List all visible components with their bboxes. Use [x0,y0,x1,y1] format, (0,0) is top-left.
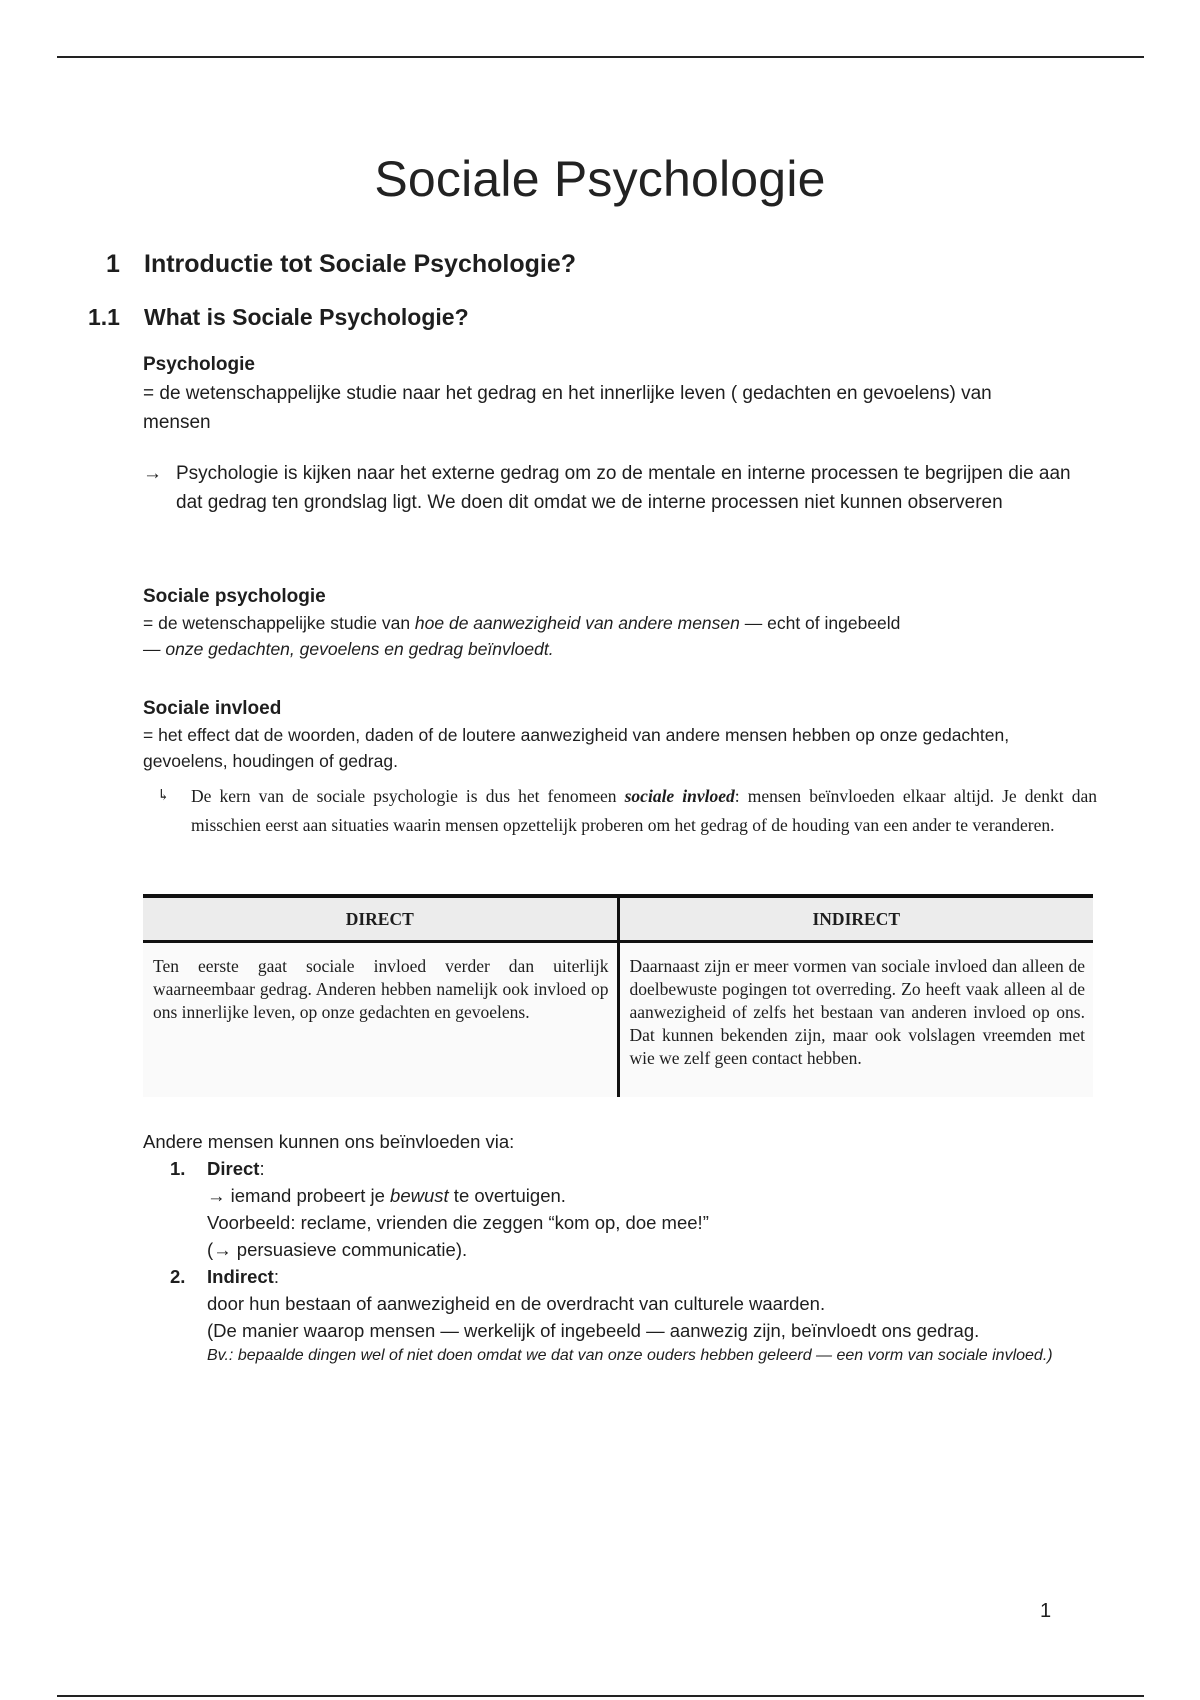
page-number: 1 [1040,1600,1052,1622]
line-1-start: → iemand probeert je [207,1185,391,1206]
list-intro: Andere mensen kunnen ons beïnvloeden via: [143,1131,515,1152]
psychologie-note-text: Psychologie is kijken naar het externe gedrag om zo de mentale en interne processen te begrijpen die aan dat gedrag ten grondslag ligt. We doen dit omdat we de interne processen niet kunnen observeren [176,463,1071,513]
kern-bold: sociale invloed [624,786,735,806]
list-item-1-line-2: Voorbeeld: reclame, vrienden die zeggen “kom op, doe mee!” [207,1212,709,1233]
list-item-2-line-1: door hun bestaan of aanwezigheid en de overdracht van culturele waarden. [207,1293,826,1314]
sociale-invloed-section [143,696,1063,774]
list-item-1-line-1 [207,1182,1103,1209]
sociale-psychologie-section [143,584,1103,662]
list-item-1-title: Direct [207,1158,260,1179]
header-indirect: INDIRECT [618,896,1093,942]
heading-1-1 [88,304,469,331]
sociale-psychologie-definition [143,610,1103,662]
psychologie-note [143,459,1096,517]
top-rule [57,56,1144,58]
sociale-psychologie-label: Sociale psychologie [143,586,326,607]
kern-paragraph [157,782,1097,840]
arrow-icon: → [143,463,162,484]
list-item-1-line-3: (→ persuasieve communicatie). [207,1239,468,1260]
psychologie-definition: = de wetenschappelijke studie naar het gedrag en het innerlijke leven ( gedachten en gevoelens) van mensen [143,383,992,433]
hook-arrow-icon: ↳ [157,788,170,804]
list-item-2-colon: : [273,1266,279,1287]
list-item-2-note: Bv.: bepaalde dingen wel of niet doen omdat we dat van onze ouders hebben geleerd — een vorm van sociale invloed.) [207,1347,1053,1364]
list-item-2-number: 2. [170,1266,186,1287]
cell-indirect: Daarnaast zijn er meer vormen van sociale invloed dan alleen de doelbewuste pogingen tot overreding. Zo heeft vaak alleen al de aanwezigheid of zelfs het bestaan van anderen invloed op ons. Dat kunnen bekenden zijn, maar ook volslagen vreemden met wie we zelf geen contact hebben. [618,942,1093,1098]
sociale-invloed-definition: = het effect dat de woorden, daden of de loutere aanwezigheid van andere mensen hebben op onze gedachten, gevoelens, houdingen of gedrag. [143,725,1010,771]
list-item-direct [143,1155,1103,1263]
page-title: Sociale Psychologie [374,151,826,207]
psychologie-section [143,350,1103,517]
line-1-italic: bewust [390,1185,449,1206]
list-item-1-colon: : [259,1158,265,1179]
kern-text [191,782,1097,840]
definition-italic-2: — onze gedachten, gevoelens en gedrag beïnvloedt. [143,639,554,659]
cell-direct: Ten eerste gaat sociale invloed verder dan uiterlijk waarneembaar gedrag. Anderen hebben namelijk ook invloed op ons innerlijke leven, op onze gedachten en gevoelens. [143,942,618,1098]
definition-start: = de wetenschappelijke studie van [143,613,415,633]
kern-start: De kern van de sociale psychologie is dus het fenomeen [191,786,625,806]
definition-middle: — echt of ingebeeld [739,613,901,633]
heading-1-number: 1 [106,250,120,278]
list-item-1-number: 1. [170,1158,186,1179]
psychologie-label: Psychologie [143,354,255,375]
list-item-2-title: Indirect [207,1266,274,1287]
heading-1-text: Introductie tot Sociale Psychologie? [144,250,577,278]
list-item-indirect [143,1263,1103,1368]
list-item-2-line-2: (De manier waarop mensen — werkelijk of ingebeeld — aanwezig zijn, beïnvloedt ons gedrag. [207,1320,980,1341]
direct-indirect-table [143,894,1093,1097]
line-1-end: te overtuigen. [448,1185,566,1206]
kern-end: : mensen beïnvloeden elkaar altijd. Je denkt dan misschien eerst aan situaties waarin mensen opzettelijk proberen om het gedrag of de houding van een ander te veranderen. [191,786,1098,835]
header-direct: DIRECT [143,896,618,942]
heading-1 [106,250,576,279]
heading-1-1-text: What is Sociale Psychologie? [144,304,469,330]
definition-italic-1: hoe de aanwezigheid van andere mensen [414,613,740,633]
heading-1-1-number: 1.1 [88,304,120,330]
influence-list [143,1128,1103,1368]
sociale-invloed-label: Sociale invloed [143,698,282,719]
bottom-rule [57,1695,1144,1697]
